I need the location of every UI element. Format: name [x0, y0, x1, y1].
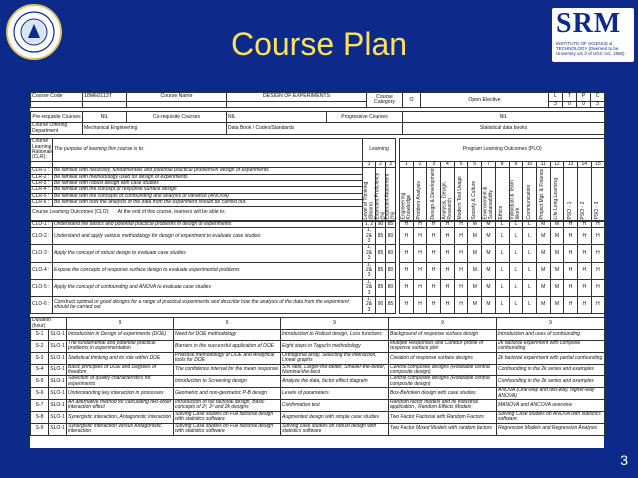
plo-label: Program Learning Outcomes (PLO) — [400, 139, 605, 162]
plo-col-3: 3 — [427, 161, 441, 167]
session-row — [31, 411, 605, 423]
session-row — [31, 330, 605, 341]
session-row — [31, 341, 605, 353]
slo-label: SLO-1 — [49, 341, 67, 353]
clo-plo-value: L — [509, 262, 523, 279]
clo-learning-value: 85 — [376, 228, 386, 245]
clo-plo-value: M — [550, 245, 564, 262]
clr-id: CLR-1 : — [31, 168, 53, 174]
clo-text: Apply the concept of confounding and ANOVA to evaluate case studies — [53, 279, 363, 296]
clr-text: Be familiar with the concept of response surface design — [53, 187, 363, 193]
offering-value: Mechanical Engineering — [83, 123, 227, 135]
clo-learning-value: 85 — [376, 262, 386, 279]
plo-col-15: 15 — [591, 161, 605, 167]
course-code: 18ME0113T — [83, 93, 127, 102]
clo-plo-value: H — [400, 279, 414, 296]
plo-head-15: PSO - 3 — [591, 168, 605, 220]
course-plan-document — [30, 92, 604, 448]
progressive-value: NIL — [403, 112, 605, 123]
clo-plo-value: M — [536, 228, 550, 245]
clr-text: Be familiar with robust design with case studies — [53, 181, 363, 187]
clo-plo-value: L — [523, 296, 537, 313]
session-number: S-5 — [31, 376, 49, 388]
session-topic: Two Factor Mixed Models with random factors — [389, 423, 497, 435]
clo-id: CLO-2 : — [31, 228, 53, 245]
clo-plo-value: H — [454, 279, 468, 296]
clo-plo-value: H — [564, 228, 578, 245]
clo-plo-value: H — [441, 262, 455, 279]
clo-plo-value: H — [564, 296, 578, 313]
session-topic: Levels of parameters — [281, 388, 389, 400]
session-topic: Selection of quality characteristics for experiments — [67, 376, 174, 388]
page-number: 3 — [620, 452, 628, 468]
clo-plo-value: H — [591, 221, 605, 227]
session-topic: Analyze the data, factor effect diagram — [281, 376, 389, 388]
session-topic: Synergistic interaction, Antagonistic interaction — [67, 411, 174, 423]
plo-col-10: 10 — [523, 161, 537, 167]
clo-plo-value: L — [509, 228, 523, 245]
slo-label: SLO-1 — [49, 400, 67, 412]
clo-plo-value: L — [523, 221, 537, 227]
duration-hours: 9 — [281, 318, 389, 330]
coreq-label: Co-requisite Courses — [127, 112, 227, 123]
ltpc-value-c: 3 — [591, 102, 605, 108]
clo-plo-value: H — [400, 262, 414, 279]
clo-learning-value: 80 — [386, 262, 396, 279]
clo-plo-value: H — [427, 262, 441, 279]
clo-plo-value: M — [550, 262, 564, 279]
session-topic: Random factor models and its industrial application , Random Effects Models — [389, 400, 497, 412]
clo-learning-value: 90 — [376, 296, 386, 313]
clo-plo-value: H — [441, 245, 455, 262]
clo-learning-value: 85 — [376, 245, 386, 262]
session-topic: Creation of response surface designs — [389, 352, 497, 364]
session-topic: Solving Case studies on Full factorial design with statistics software — [174, 423, 281, 435]
clo-plo-value: L — [495, 279, 509, 296]
clo-learning-value: 85 — [376, 279, 386, 296]
prereq-value: NIL — [83, 112, 127, 123]
session-topic: Eight steps in Taguchi methodology — [281, 341, 389, 353]
session-topic: An alternative method for calculating two-order interaction effect — [67, 400, 174, 412]
clo-plo-value: H — [441, 221, 455, 227]
session-number: S-3 — [31, 352, 49, 364]
clo-plo-value: H — [454, 245, 468, 262]
clo-learning-value: 1, 2& 3 — [363, 262, 376, 279]
session-topic: Introduction in Design of experiments (DOE) — [67, 330, 174, 341]
clo-plo-value: H — [577, 279, 591, 296]
level-of-thinking-head: Level of Thinking (Bloom) — [363, 168, 376, 220]
clo-plo-value: M — [550, 221, 564, 227]
learning-col-3: 3 — [386, 161, 396, 167]
clo-plo-value: L — [495, 228, 509, 245]
clo-learning-value: 85 — [386, 296, 396, 313]
clo-plo-value: M — [482, 228, 496, 245]
clo-plo-value: M — [482, 296, 496, 313]
clo-plo-value: M — [536, 245, 550, 262]
session-topic: Introduction of full factorial design, Basic concepts of 2², 2³ and 2k designs — [174, 400, 281, 412]
plo-col-12: 12 — [550, 161, 564, 167]
clr-id: CLR-6 : — [31, 200, 53, 206]
plo-head-13: PSO - 1 — [564, 168, 578, 220]
databook-value: Statistical data books — [403, 123, 605, 135]
clo-plo-value: H — [577, 245, 591, 262]
session-topic: The fundamental and potential practical problems in experimentation — [67, 341, 174, 353]
session-topic: The confidence interval for the mean response — [174, 364, 281, 376]
databook-label: Data Book / Codes/Standards — [227, 123, 403, 135]
session-topic: Understanding key interaction in processes — [67, 388, 174, 400]
session-topic: S/N ratio, Larger-the-better, Smaller-the-better, Nominal-the-best — [281, 364, 389, 376]
clo-plo-value: H — [413, 245, 427, 262]
clo-plo-value: M — [468, 296, 482, 313]
clr-id: CLR-3 : — [31, 181, 53, 187]
clr-clo-table — [30, 138, 605, 220]
clo-text: Construct optimal or good designs for a range of practical experiments and describe how the analysis of the data from the experiment should be carried out — [53, 296, 363, 313]
clo-plo-value: H — [591, 228, 605, 245]
session-row — [31, 364, 605, 376]
clo-plo-value: H — [577, 221, 591, 227]
plo-head-8: Ethics — [495, 168, 509, 220]
clo-learning-value: 90 — [376, 221, 386, 227]
clo-learning-value: 85 — [386, 221, 396, 227]
session-row — [31, 376, 605, 388]
clo-plo-value: M — [468, 245, 482, 262]
srm-logo-subtext: INSTITUTE OF SCIENCE & TECHNOLOGY (Deemed to be University u/s 3 of UGC Act, 1956) — [556, 41, 625, 56]
expected-proficiency-head: Expected Proficiency (%) — [376, 168, 386, 220]
clo-row — [31, 262, 605, 279]
progressive-label: Progressive Courses — [327, 112, 403, 123]
session-topic: Central composite designs (Rotatable central composite design) — [389, 376, 497, 388]
clo-plo-value: M — [536, 262, 550, 279]
clo-id: CLO-6 : — [31, 296, 53, 313]
clr-label: Course Learning Rationale (CLR): — [32, 138, 54, 161]
session-topic: Statistical thinking and its role within DOE — [67, 352, 174, 364]
clo-plo-value: H — [441, 279, 455, 296]
clr-id: CLR-5 : — [31, 193, 53, 199]
clo-plo-value: H — [427, 228, 441, 245]
session-topic: Basic principles of DOE and Degrees of freedom — [67, 364, 174, 376]
plo-col-8: 8 — [495, 161, 509, 167]
clo-plo-value: H — [564, 245, 578, 262]
clo-id: CLO-3 : — [31, 245, 53, 262]
clo-plo-value: H — [400, 228, 414, 245]
clo-plo-value: M — [482, 262, 496, 279]
clo-plo-value: L — [523, 262, 537, 279]
session-schedule-table — [30, 317, 605, 435]
clo-plo-value: H — [591, 262, 605, 279]
session-number: S-9 — [31, 423, 49, 435]
session-topic: Confounding in the 2k series and examples — [497, 376, 605, 388]
learning-col-2: 2 — [376, 161, 386, 167]
duration-hours: 9 — [497, 318, 605, 330]
clo-row — [31, 228, 605, 245]
clo-plo-value: H — [564, 262, 578, 279]
plo-head-1: Engineering Knowledge — [400, 168, 414, 220]
session-row — [31, 388, 605, 400]
clo-plo-value: M — [468, 279, 482, 296]
slo-label: SLO-1 — [49, 411, 67, 423]
ltpc-value-t: 0 — [563, 102, 577, 108]
clo-id: CLO-4 : — [31, 262, 53, 279]
plo-col-5: 5 — [454, 161, 468, 167]
clo-learning-value: 80 — [386, 245, 396, 262]
clo-plo-value: L — [495, 296, 509, 313]
duration-hours: 9 — [174, 318, 281, 330]
plo-col-4: 4 — [441, 161, 455, 167]
session-number: S-1 — [31, 330, 49, 341]
clo-plo-value: M — [482, 245, 496, 262]
clo-id: CLO-5 : — [31, 279, 53, 296]
duration-hours: 9 — [67, 318, 174, 330]
plo-head-9: Individual & Team Work — [509, 168, 523, 220]
plo-col-9: 9 — [509, 161, 523, 167]
clo-row — [31, 279, 605, 296]
coreq-value: NIL — [227, 112, 327, 123]
plo-head-11: Project Mgt. & Finance — [536, 168, 550, 220]
clo-plo-value: H — [591, 245, 605, 262]
clo-text: Apply the concept of robust design to evaluate case studies — [53, 245, 363, 262]
clo-plo-value: H — [400, 221, 414, 227]
slo-label: SLO-1 — [49, 423, 67, 435]
learning-col-1: 1 — [363, 161, 376, 167]
slo-label: SLO-1 — [49, 364, 67, 376]
clo-plo-value: H — [441, 228, 455, 245]
session-number: S-2 — [31, 341, 49, 353]
session-topic: Multiple Responses and Contour profile of response surface plot — [389, 341, 497, 353]
slo-label: SLO-1 — [49, 330, 67, 341]
session-topic: Orthogonal array, Selecting the interaction, Linear graphs — [281, 352, 389, 364]
session-topic: Geometric and non-geometric P-B design — [174, 388, 281, 400]
ltpc-value-l: 3 — [549, 102, 563, 108]
clo-learning-value: 1, 2& 3 — [363, 245, 376, 262]
slo-label: SLO-1 — [49, 352, 67, 364]
clo-plo-value: H — [427, 221, 441, 227]
expected-attainment-head: Expected Attainment (%) — [386, 168, 396, 220]
course-name-label: Course Name — [127, 93, 227, 102]
session-topic: Central composite designs (Rotatable central composite design) — [389, 364, 497, 376]
session-topic: Confirmation test — [281, 400, 389, 412]
clo-plo-value: L — [495, 262, 509, 279]
duration-hours: 9 — [389, 318, 497, 330]
clo-plo-value: M — [468, 221, 482, 227]
learning-label: Learning — [363, 139, 396, 162]
clo-plo-value: L — [509, 221, 523, 227]
course-code-label: Course Code — [31, 93, 83, 102]
plo-head-7: Environment & Sustainability — [482, 168, 496, 220]
session-topic: Solving Case studies on Full factorial design with statistics software — [174, 411, 281, 423]
clo-plo-value: M — [482, 279, 496, 296]
session-topic: ANOVA (One-way and two-way, higher-way ANOVA) — [497, 388, 605, 400]
session-number: S-6 — [31, 388, 49, 400]
clo-plo-value: H — [413, 279, 427, 296]
clo-id: CLO-1 : — [31, 221, 53, 227]
ltpc-label-c: C — [591, 93, 605, 102]
clo-plo-value: H — [454, 221, 468, 227]
clo-plo-value: M — [536, 221, 550, 227]
clo-plo-value: M — [536, 296, 550, 313]
course-category-label: Course Category — [367, 93, 403, 108]
clo-plo-value: H — [427, 279, 441, 296]
session-topic: Introduction and uses of confounding — [497, 330, 605, 341]
session-topic: Need for DOE methodology — [174, 330, 281, 341]
prereq-label: Pre-requisite Courses — [31, 112, 83, 123]
clr-purpose: The purpose of learning this course is to: — [53, 139, 363, 162]
clo-plo-value: M — [468, 262, 482, 279]
session-topic: MANOVA and ANCOVA overview — [497, 400, 605, 412]
clr-text: Be familiar with the concepts of confounding and analysis of variance (ANOVA) — [53, 193, 363, 199]
plo-head-12: Life Long Learning — [550, 168, 564, 220]
clo-plo-value: H — [400, 245, 414, 262]
clo-text: Understand the basics and potential practical problems in design of experiments — [53, 221, 363, 227]
clo-header-cell — [31, 206, 363, 220]
clo-plo-value: H — [591, 279, 605, 296]
session-topic: Confounding in the 2k series and examples — [497, 364, 605, 376]
clo-plo-value: M — [550, 228, 564, 245]
srm-logo — [552, 8, 634, 62]
clo-plo-value: M — [550, 296, 564, 313]
clr-id: CLR-4 : — [31, 187, 53, 193]
clo-plo-value: L — [523, 228, 537, 245]
plo-head-10: Communication — [523, 168, 537, 220]
clo-plo-value: L — [523, 245, 537, 262]
clo-plo-value: H — [591, 296, 605, 313]
session-topic: Synergistic interaction versus Antagonistic interaction — [67, 423, 174, 435]
duration-label: Duration (hour) — [31, 318, 67, 330]
plo-col-14: 14 — [577, 161, 591, 167]
clo-plo-value: H — [454, 296, 468, 313]
session-topic: Two Factor Factorial with Random Factors — [389, 411, 497, 423]
clo-plo-value: M — [536, 279, 550, 296]
clo-plo-value: H — [577, 228, 591, 245]
clo-plo-value: H — [577, 296, 591, 313]
ltpc-label-t: T — [563, 93, 577, 102]
srm-logo-text: SRM — [556, 8, 622, 39]
clo-text: Understand and apply various methodology for design of experiment to evaluate case studies — [53, 228, 363, 245]
session-topic: Augmented design with simple case studies — [281, 411, 389, 423]
clo-plo-value: M — [550, 279, 564, 296]
clo-learning-value: 1, 2 — [363, 221, 376, 227]
offering-label: Course Offering Department — [31, 123, 83, 135]
slide-title: Course Plan — [230, 26, 408, 62]
session-row — [31, 400, 605, 412]
clo-plo-value: H — [413, 221, 427, 227]
session-topic: Barriers in the successful application of DOE — [174, 341, 281, 353]
clo-body — [31, 221, 605, 314]
clo-plo-value: M — [468, 228, 482, 245]
session-topic: Solving Case studies on ANOVA with statistics software — [497, 411, 605, 423]
clr-id: CLR-2 : — [31, 174, 53, 180]
course-header-table — [30, 92, 605, 108]
course-prereq-table — [30, 111, 605, 135]
clo-plo-value: H — [454, 228, 468, 245]
clo-plo-value: L — [495, 245, 509, 262]
clo-plo-value: H — [564, 221, 578, 227]
clo-learning-value: 80 — [386, 279, 396, 296]
plo-head-2: Problem Analysis — [413, 168, 427, 220]
ltpc-label-p: P — [577, 93, 591, 102]
clo-learning-value: 1, 2& 3 — [363, 279, 376, 296]
clr-text: Be familiar with methodology used for design of experiments — [53, 174, 363, 180]
session-topic: Practical methodology of DOE and Analytical tools for DOE — [174, 352, 281, 364]
clr-text: Be familiar with necessity, fundamentals and potential practical problemsin design of experiments — [53, 168, 363, 174]
clr-text: Be familiar with how the analysis of the data from the experiment should be carried out. — [53, 200, 363, 206]
plo-col-1: 1 — [400, 161, 414, 167]
ltpc-label-l: L — [549, 93, 563, 102]
clo-plo-value: M — [482, 221, 496, 227]
plo-col-2: 2 — [413, 161, 427, 167]
clo-end-text: At the end of this course, learners will be able to: — [117, 209, 226, 216]
clo-plo-value: H — [413, 296, 427, 313]
clo-plo-value: H — [427, 245, 441, 262]
clo-row — [31, 245, 605, 262]
clo-plo-value: H — [441, 296, 455, 313]
slo-label: SLO-1 — [49, 376, 67, 388]
plo-head-14: PSO - 2 — [577, 168, 591, 220]
plo-head-6: Society & Culture — [468, 168, 482, 220]
clo-learning-value: 1, 2& 3 — [363, 296, 376, 313]
clo-plo-value: H — [413, 262, 427, 279]
clo-plo-value: L — [509, 296, 523, 313]
session-topic: 2k factorial experiment with partial confounding — [497, 352, 605, 364]
clo-plo-value: L — [509, 279, 523, 296]
clo-plo-value: H — [400, 296, 414, 313]
session-row — [31, 423, 605, 435]
slo-label: SLO-1 — [49, 388, 67, 400]
session-topic: Introduction to Screening design — [174, 376, 281, 388]
plo-head-5: Modern Tool Usage — [454, 168, 468, 220]
clo-plo-value: H — [577, 262, 591, 279]
session-row — [31, 352, 605, 364]
session-topic: Solving case studies on robust design with statistics software — [281, 423, 389, 435]
plo-col-13: 13 — [564, 161, 578, 167]
plo-col-6: 6 — [468, 161, 482, 167]
plo-col-7: 7 — [482, 161, 496, 167]
session-topic: Regression Models and Regression Analysis — [497, 423, 605, 435]
session-topic: Box-Behnken design with case studies — [389, 388, 497, 400]
course-category: O — [403, 93, 421, 108]
clo-label: Course Learning Outcomes (CLO): — [32, 209, 110, 216]
session-number: S-4 — [31, 364, 49, 376]
clo-plo-value: L — [509, 245, 523, 262]
session-number: S-8 — [31, 411, 49, 423]
schedule-body — [31, 330, 605, 436]
course-category-name: Open Elective — [421, 93, 549, 108]
clo-plo-value: H — [454, 262, 468, 279]
clo-learning-value: 1, 2& 3 — [363, 228, 376, 245]
session-topic: 2k factorial experiment with complete confounding — [497, 341, 605, 353]
clo-plo-value: H — [564, 279, 578, 296]
clo-learning-value: 80 — [386, 228, 396, 245]
session-number: S-7 — [31, 400, 49, 412]
clo-rows-table — [30, 221, 605, 315]
plo-col-11: 11 — [536, 161, 550, 167]
ltpc-value-p: 0 — [577, 102, 591, 108]
plo-head-3: Design & Development — [427, 168, 441, 220]
clo-plo-value: L — [495, 221, 509, 227]
clo-row — [31, 296, 605, 313]
clo-text: Expose the concepts of response surface design to evaluate experimental problems — [53, 262, 363, 279]
session-topic: Background of response surface design — [389, 330, 497, 341]
plo-head-4: Analysis, Design, Research — [441, 168, 455, 220]
session-topic: Introduction to Robust design, Loss functions — [281, 330, 389, 341]
clo-plo-value: H — [427, 296, 441, 313]
course-name: DESIGN OF EXPERIMENTS — [227, 93, 367, 102]
clo-plo-value: H — [413, 228, 427, 245]
clo-plo-value: L — [523, 279, 537, 296]
